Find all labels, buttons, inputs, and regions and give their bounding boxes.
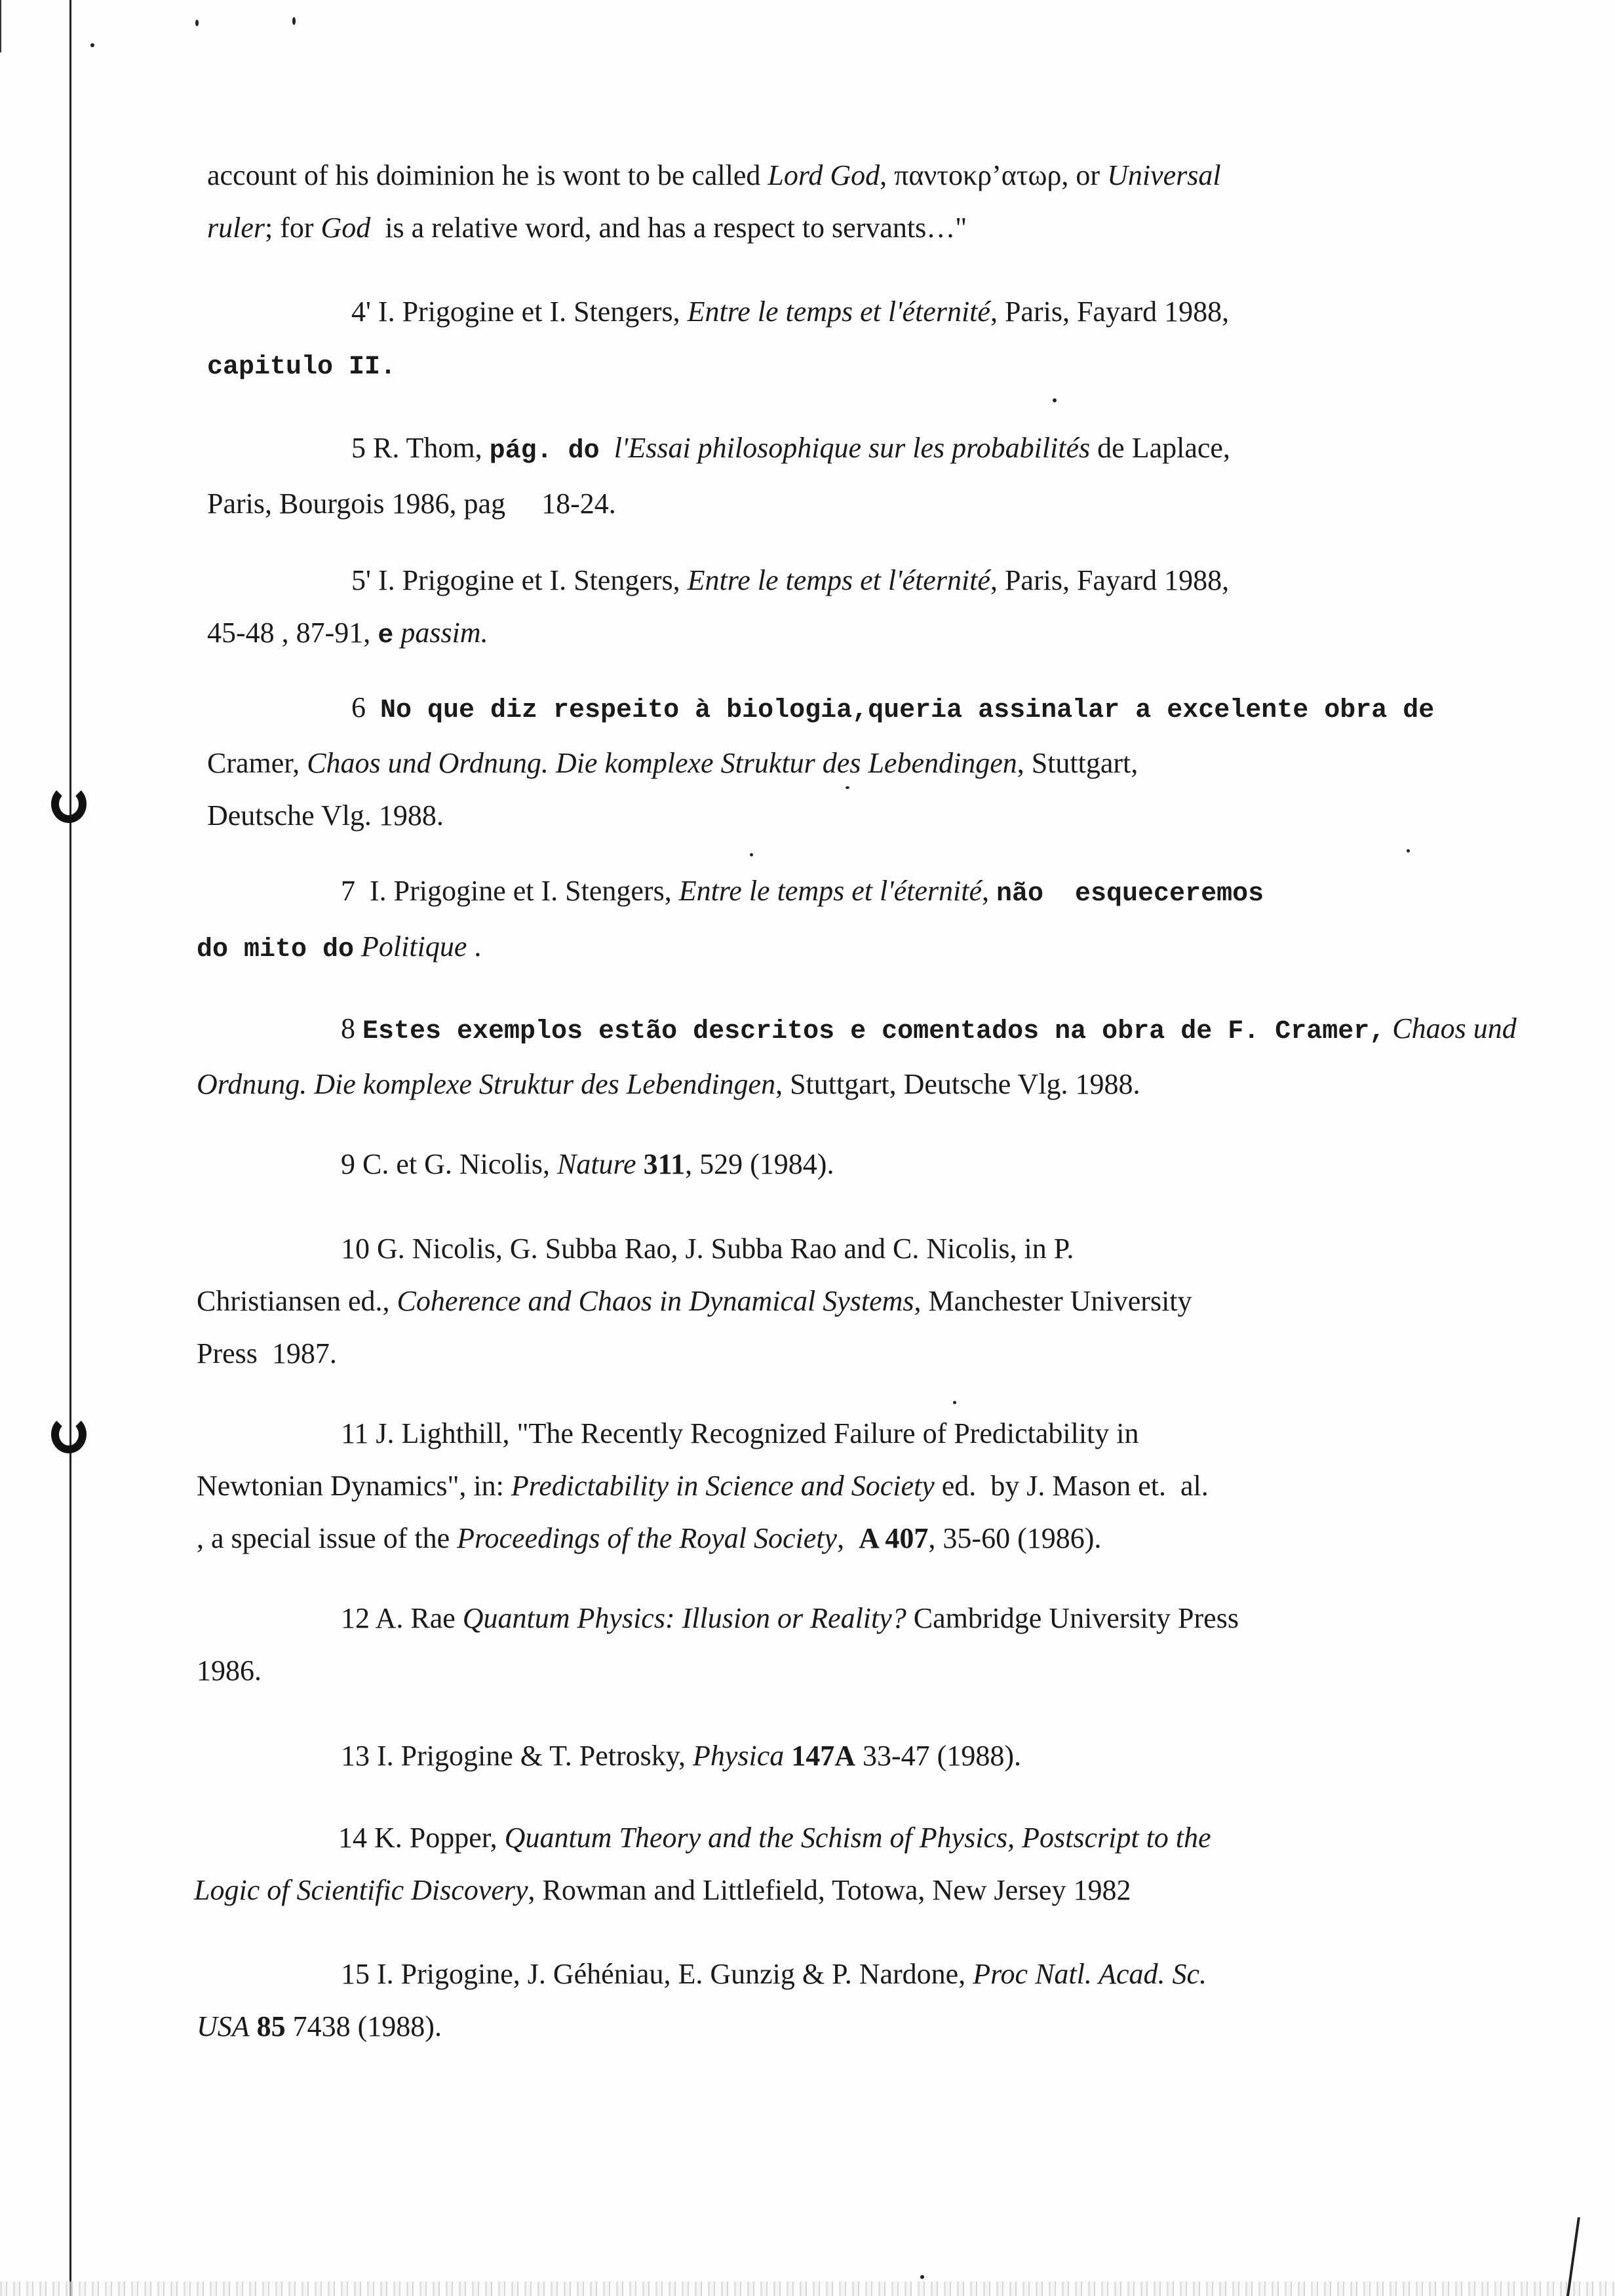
italic-run: Logic of Scientific Discovery (194, 1874, 528, 1906)
note-line (197, 1460, 1209, 1512)
text-run: Paris, Bourgois 1986, pag 18-24. (207, 488, 616, 520)
text-run: 7 I. Prigogine et I. Stengers, (341, 875, 679, 907)
text-run: , Paris, Fayard 1988, (990, 296, 1230, 328)
text-run: de Laplace, (1090, 432, 1230, 464)
text-run: 12 A. Rae (341, 1602, 463, 1634)
note-14 (194, 1812, 1211, 1917)
note-line (194, 1864, 1211, 1917)
note-line (207, 422, 1230, 478)
note-10 (197, 1223, 1192, 1380)
bold-run: 85 (256, 2010, 286, 2042)
text-run (393, 617, 400, 649)
italic-run: Proc Natl. Acad. Sc. (973, 1958, 1207, 1990)
note-5p (207, 554, 1229, 662)
text-run: , Stuttgart, (1017, 747, 1138, 779)
punch-hole-top (51, 785, 87, 823)
note-line (197, 1512, 1209, 1565)
page-corner-fold (1566, 2217, 1615, 2296)
note-line (197, 1730, 1021, 1782)
text-run (354, 930, 361, 963)
text-run: , (837, 1522, 859, 1554)
note-line (197, 1223, 1192, 1275)
text-run: 8 (341, 1012, 362, 1044)
note-line (197, 2000, 1207, 2053)
note-line (207, 607, 1229, 662)
text-run: 7438 (1988). (285, 2010, 442, 2042)
scan-noise (0, 2282, 1615, 2296)
typewriter-run: capitulo II. (207, 353, 397, 382)
text-run: , 35-60 (1986). (928, 1522, 1102, 1554)
text-run: , (880, 159, 895, 191)
note-7 (197, 865, 1264, 976)
italic-run: Chaos und (1392, 1012, 1517, 1044)
punch-hole-bottom (51, 1415, 87, 1453)
text-run: παντοκρ’ατωρ (894, 159, 1062, 191)
note-15 (197, 1948, 1207, 2053)
text-run: 6 (351, 691, 380, 723)
scan-edge-mark (0, 0, 1, 52)
text-run: is a relative word, and has a respect to servants…" (370, 212, 967, 244)
text-run: , Rowman and Littlefield, Totowa, New Jersey 1982 (528, 1874, 1131, 1906)
text-run: 4' I. Prigogine et I. Stengers, (351, 296, 688, 328)
note-line (197, 921, 1264, 976)
text-run: , (982, 875, 997, 907)
italic-run: Quantum Theory and the Schism of Physics, Postscript to the (504, 1822, 1211, 1854)
speck (1407, 849, 1410, 852)
text-run: 14 K. Popper, (338, 1822, 505, 1854)
text-run: 33-47 (1988). (855, 1740, 1021, 1772)
text-run: Cambridge University Press (906, 1602, 1239, 1634)
typewriter-run: e (378, 621, 394, 651)
italic-run: passim. (400, 617, 488, 649)
text-run: , a special issue of the (197, 1522, 457, 1554)
typewriter-run: não esqueceremos (996, 879, 1264, 909)
typewriter-run: No que diz respeito à biologia,queria assinalar a excelente obra de (380, 696, 1435, 725)
italic-run: Proceedings of the Royal Society (457, 1522, 838, 1554)
note-line (197, 1058, 1517, 1111)
note-line (207, 338, 1229, 394)
speck (1053, 398, 1057, 402)
text-run (636, 1148, 644, 1180)
text-run: , 529 (1984). (685, 1148, 834, 1180)
note-line (197, 1138, 834, 1191)
note-11 (197, 1407, 1209, 1565)
note-intro (207, 149, 1221, 254)
italic-run: Politique (361, 930, 467, 963)
typewriter-run: Estes exemplos estão descritos e comentados na obra de F. Cramer, (362, 1017, 1386, 1046)
text-run: Deutsche Vlg. 1988. (207, 799, 444, 832)
note-6 (207, 681, 1434, 842)
note-line (197, 1948, 1207, 2000)
note-line (197, 1328, 1192, 1380)
speck (920, 2275, 924, 2279)
italic-run: Ordnung. Die komplexe Struktur des Lebendingen (197, 1068, 776, 1100)
note-line (197, 1003, 1517, 1058)
text-run: , Paris, Fayard 1988, (990, 564, 1230, 596)
text-run: 5' I. Prigogine et I. Stengers, (351, 564, 688, 596)
text-run: ed. by J. Mason et. al. (934, 1470, 1209, 1502)
italic-run: Entre le temps et l'éternité (687, 564, 990, 596)
text-run: 13 I. Prigogine & T. Petrosky, (341, 1740, 693, 1772)
italic-run: Quantum Physics: Illusion or Reality? (462, 1602, 906, 1634)
text-run: 15 I. Prigogine, J. Géhéniau, E. Gunzig & P. Nardone, (341, 1958, 973, 1990)
italic-run: Entre le temps et l'éternité (687, 296, 990, 328)
note-line (207, 149, 1221, 202)
bold-run: 147A (791, 1740, 856, 1772)
text-run: ; for (265, 212, 321, 244)
note-line (197, 1592, 1239, 1645)
note-line (197, 865, 1264, 921)
typewriter-run: do mito do (197, 935, 355, 965)
italic-run: l'Essai philosophique sur les probabilités (613, 432, 1091, 464)
italic-run: God (321, 212, 371, 244)
italic-run: Nature (556, 1148, 636, 1180)
text-run: Cramer, (207, 747, 307, 779)
italic-run: Universal (1107, 159, 1221, 191)
italic-run: Physica (692, 1740, 785, 1772)
note-line (207, 681, 1434, 737)
note-line (207, 790, 1434, 842)
text-run: , Manchester University (914, 1285, 1192, 1317)
text-run: 9 C. et G. Nicolis, (341, 1148, 557, 1180)
text-run: Newtonian Dynamics", in: (197, 1470, 511, 1502)
note-line (207, 554, 1229, 607)
italic-run: Predictability in Science and Society (511, 1470, 935, 1502)
italic-run: Entre le temps et l'éternité (678, 875, 983, 907)
text-run: 10 G. Nicolis, G. Subba Rao, J. Subba Rao and C. Nicolis, in P. (341, 1233, 1074, 1265)
note-line (197, 1407, 1209, 1460)
text-run: account of his doiminion he is wont to be called (207, 159, 768, 191)
speck (90, 43, 94, 47)
note-5 (207, 422, 1230, 530)
typewriter-run: pág. do (489, 436, 600, 466)
italic-run: USA (197, 2010, 250, 2042)
text-run: , Stuttgart, Deutsche Vlg. 1988. (775, 1068, 1140, 1100)
note-9 (197, 1138, 834, 1191)
italic-run: Lord God (768, 159, 880, 191)
note-12 (197, 1592, 1239, 1697)
bold-run: 311 (643, 1148, 686, 1180)
speck (195, 20, 199, 26)
text-run (784, 1740, 791, 1772)
text-run: . (467, 930, 482, 963)
note-line (194, 1812, 1211, 1864)
text-run (1385, 1012, 1392, 1044)
note-13 (197, 1730, 1021, 1782)
italic-run: ruler (207, 212, 265, 244)
note-line (207, 478, 1230, 530)
note-line (207, 202, 1221, 254)
text-run: , or (1061, 159, 1108, 191)
text-run: 5 R. Thom, (351, 432, 490, 464)
text-run: Christiansen ed., (197, 1285, 397, 1317)
text-run (600, 432, 614, 464)
note-8 (197, 1003, 1517, 1111)
text-run: 45-48 , 87-91, (207, 617, 378, 649)
italic-run: Coherence and Chaos in Dynamical Systems (397, 1285, 914, 1317)
bold-run: A 407 (859, 1522, 929, 1554)
text-run (250, 2010, 257, 2042)
speck (953, 1401, 956, 1404)
note-line (197, 1645, 1239, 1697)
note-line (197, 1275, 1192, 1328)
page-binding-edge (69, 0, 71, 2296)
text-run: Press 1987. (197, 1337, 337, 1369)
note-line (207, 737, 1434, 790)
speck (292, 17, 296, 25)
text-run: 11 J. Lighthill, "The Recently Recognized Failure of Predictability in (341, 1417, 1139, 1449)
note-4p (207, 286, 1229, 394)
text-run: 1986. (197, 1655, 262, 1687)
speck (750, 853, 753, 856)
note-line (207, 286, 1229, 338)
italic-run: Chaos und Ordnung. Die komplexe Struktur des Lebendingen (307, 747, 1017, 779)
